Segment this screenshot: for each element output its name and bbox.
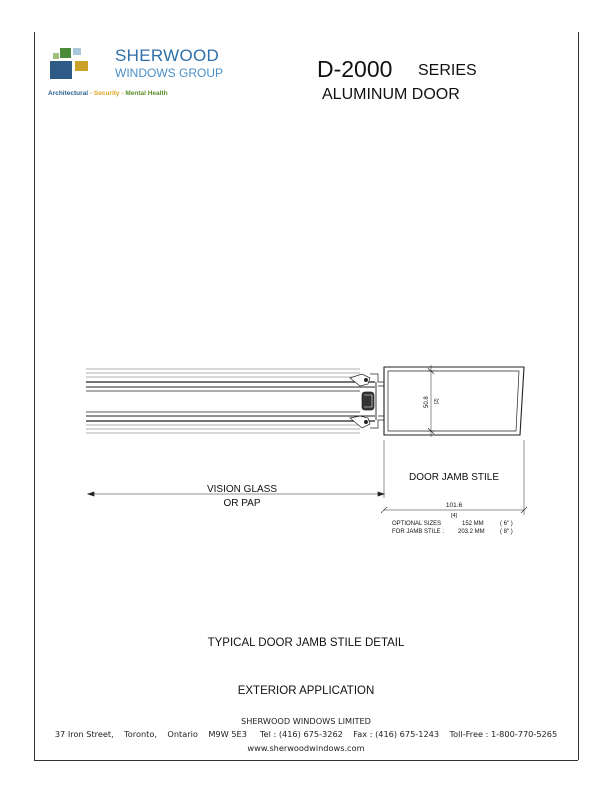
tagline-mental-health: Mental Health <box>125 90 168 97</box>
product-subtitle: ALUMINUM DOOR <box>322 86 460 103</box>
jamb-stile-tube <box>384 367 524 435</box>
tagline-architectural: Architectural <box>48 90 89 97</box>
brand-subtitle: WINDOWS GROUP <box>115 66 223 80</box>
product-series: SERIES <box>418 62 477 79</box>
height-dimension-inches: [2] <box>434 398 440 404</box>
height-dimension-mm: 50.8 <box>424 396 430 408</box>
brand-name: SHERWOOD <box>115 46 220 65</box>
width-dimension-inches: [4] <box>450 513 458 519</box>
optional-size-1-in: ( 6" ) <box>500 521 513 527</box>
application-caption: EXTERIOR APPLICATION <box>237 685 375 697</box>
vision-glass-lines <box>86 369 375 433</box>
footer-province: Ontario <box>167 729 198 739</box>
optional-size-2-mm: 203.2 MM <box>458 529 485 535</box>
footer-address <box>0 729 612 739</box>
footer-city: Toronto, <box>124 729 157 739</box>
footer-company: SHERWOOD WINDOWS LIMITED <box>241 716 371 726</box>
optional-size-1-mm: 152 MM <box>462 521 484 527</box>
footer-website-link[interactable]: www.sherwoodwindows.com <box>247 743 365 753</box>
tagline-security: Security <box>93 90 120 97</box>
footer-street: 37 Iron Street, <box>54 729 114 739</box>
optional-size-2-in: ( 8" ) <box>500 529 513 535</box>
product-title: D-2000 <box>317 56 393 82</box>
detail-caption: TYPICAL DOOR JAMB STILE DETAIL <box>207 637 405 649</box>
footer-tel: Tel : (416) 675-3262 <box>259 729 343 739</box>
jamb-stile-sizes-label: FOR JAMB STILE : <box>392 529 445 535</box>
tagline-separator: - <box>119 90 126 97</box>
footer-fax: Fax : (416) 675-1243 <box>353 729 440 739</box>
vision-glass-label-line1: VISION GLASS <box>206 484 278 495</box>
vision-glass-label-line2: OR PAP <box>223 498 261 509</box>
footer-postal: M9W 5E3 <box>208 729 247 739</box>
jamb-stile-label: DOOR JAMB STILE <box>408 472 500 483</box>
width-dimension-mm: 101.6 <box>445 502 463 509</box>
glazing-stop-profile <box>350 374 384 428</box>
footer-tollfree: Toll-Free : 1-800-770-5265 <box>449 729 558 739</box>
tagline-separator: - <box>88 90 94 97</box>
optional-sizes-label: OPTIONAL SIZES <box>392 521 442 527</box>
